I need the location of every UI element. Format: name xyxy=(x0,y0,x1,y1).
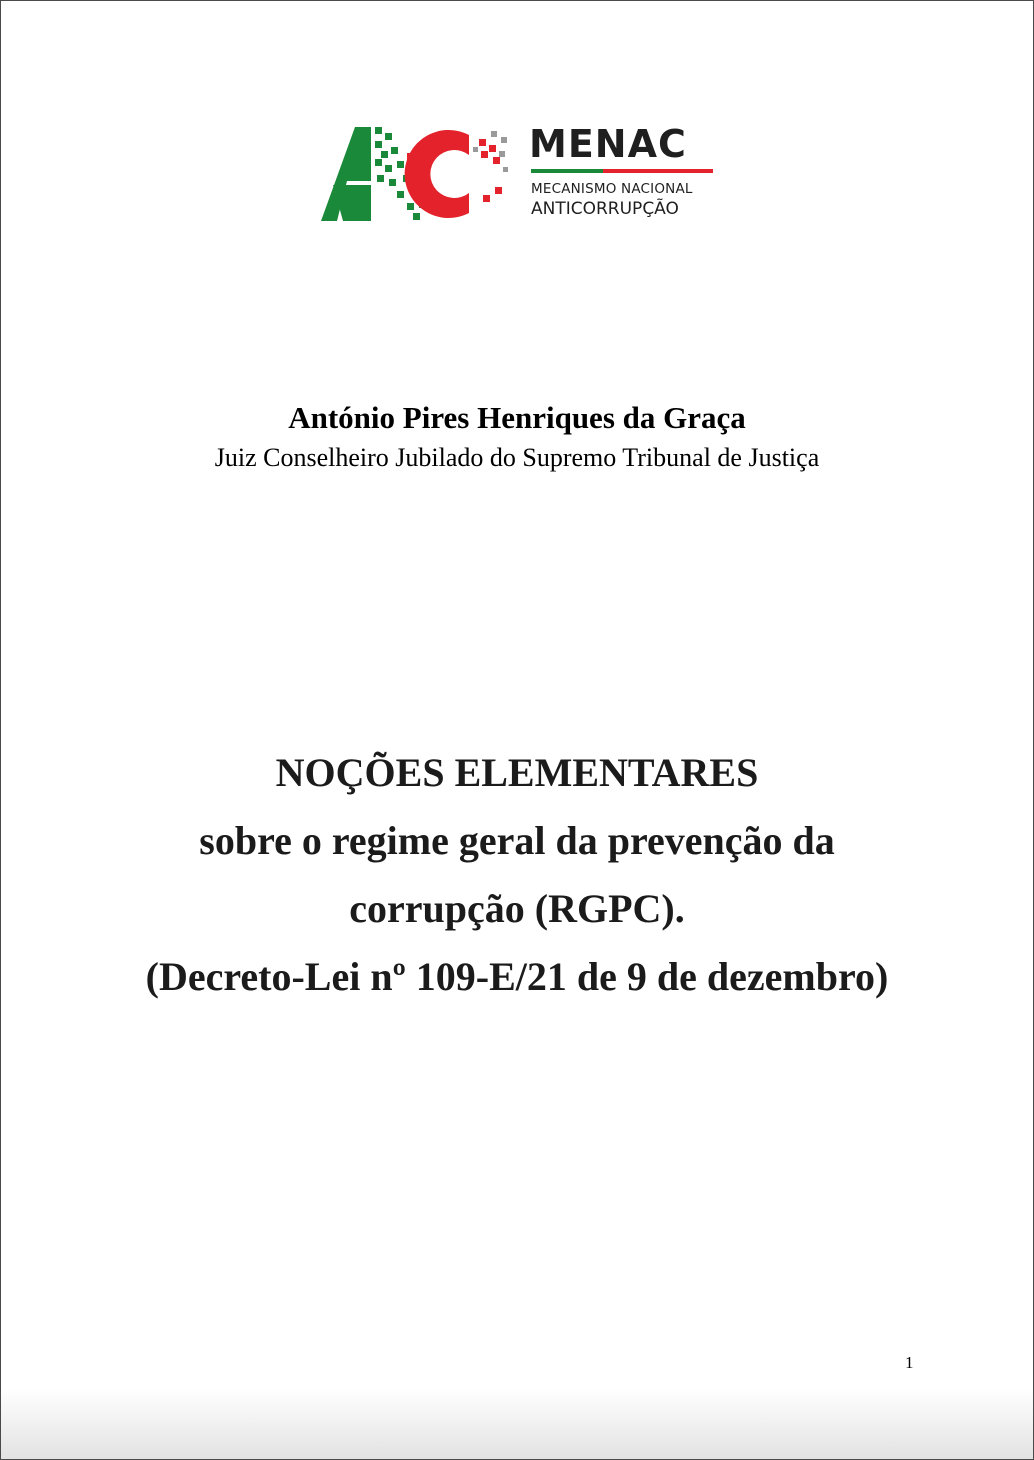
document-title xyxy=(1,739,1033,1011)
author-name: António Pires Henriques da Graça xyxy=(288,400,746,435)
title-line-3: corrupção (RGPC). xyxy=(349,886,685,931)
title-line-2: sobre o regime geral da prevenção da xyxy=(199,818,835,863)
menac-logo xyxy=(319,121,719,225)
author-block xyxy=(1,397,1033,477)
brand-subtitle-line2: ANTICORRUPÇÃO xyxy=(531,199,679,219)
brand-subtitle-line1: MECANISMO NACIONAL xyxy=(531,181,693,197)
brand-name: MENAC xyxy=(529,122,687,166)
menac-logo-mark-icon xyxy=(319,121,509,225)
menac-logo-text xyxy=(529,121,719,225)
viewer-bottom-shade xyxy=(1,1389,1033,1459)
author-role: Juiz Conselheiro Jubilado do Supremo Tribunal de Justiça xyxy=(214,443,820,472)
title-line-4: (Decreto-Lei nº 109-E/21 de 9 de dezembro) xyxy=(145,954,889,999)
page-number: 1 xyxy=(905,1353,914,1372)
stripe-green xyxy=(531,169,603,173)
stripe-red xyxy=(603,169,713,173)
brand-stripe xyxy=(531,169,713,173)
title-line-1: NOÇÕES ELEMENTARES xyxy=(275,750,759,795)
